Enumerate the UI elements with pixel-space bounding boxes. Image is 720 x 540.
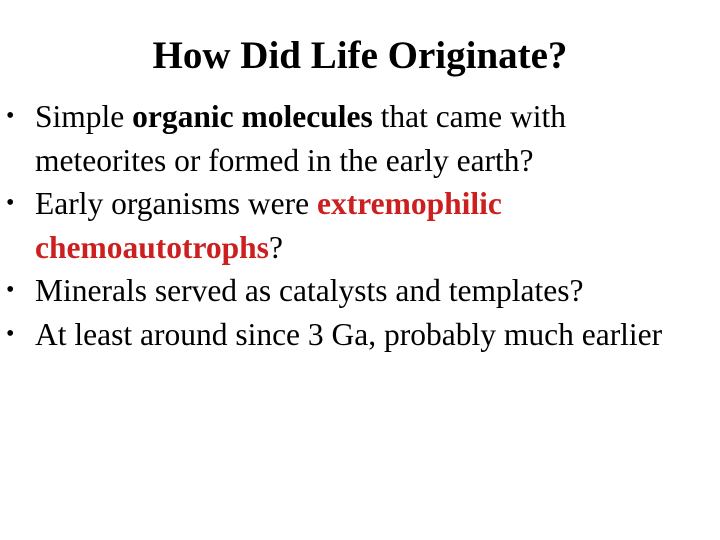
bullet-item [0, 313, 685, 357]
bullet-text: At least around since 3 Ga, probably much earlier [35, 316, 663, 352]
bullet-text: that came with meteorites or formed in the early earth? [35, 99, 567, 178]
bullet-text: ? [268, 229, 283, 265]
bullet-item [0, 269, 685, 313]
bullet-item [0, 95, 685, 182]
slide-title: How Did Life Originate? [152, 34, 568, 77]
bullet-dot-icon: • [6, 320, 15, 347]
bullet-dot-icon: • [6, 190, 15, 217]
bullet-emphasis: organic molecules [132, 99, 373, 134]
bullet-text: Early organisms were [35, 186, 317, 222]
bullet-text: Simple [35, 99, 133, 134]
bullet-text: Minerals served as catalysts and templates? [35, 273, 584, 309]
bullet-dot-icon: • [6, 277, 15, 304]
bullet-item [0, 182, 685, 269]
bullet-list [0, 95, 720, 357]
bullet-highlight: extremophilic chemoautotrophs [35, 186, 502, 265]
bullet-dot-icon: • [6, 103, 15, 129]
